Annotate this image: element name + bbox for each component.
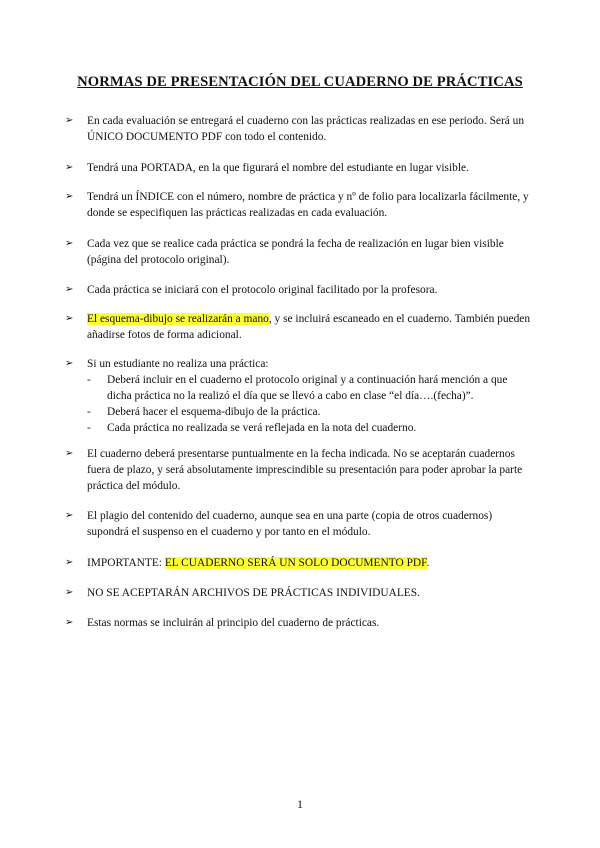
rule-text: Cada práctica se iniciará con el protocolo original facilitado por la profesora. <box>87 284 438 296</box>
rule-item-7 <box>65 356 533 436</box>
sub-item-1 <box>87 372 533 404</box>
rule-text: NO SE ACEPTARÁN ARCHIVOS DE PRÁCTICAS INDIVIDUALES. <box>87 587 420 599</box>
page-title: NORMAS DE PRESENTACIÓN DEL CUADERNO DE PRÁCTICAS <box>77 74 523 90</box>
rule-item-6 <box>65 311 533 343</box>
sub-item-text: Deberá hacer el esquema-dibujo de la práctica. <box>107 406 321 418</box>
arrow-bullet-icon: ➢ <box>65 587 74 598</box>
highlighted-text: EL CUADERNO SERÁ UN SOLO DOCUMENTO PDF <box>164 557 427 569</box>
sub-item-2 <box>87 404 533 420</box>
arrow-bullet-icon: ➢ <box>65 358 74 369</box>
rule-text-suffix: . <box>426 557 430 569</box>
arrow-bullet-icon: ➢ <box>65 510 74 521</box>
rule-text: Tendrá un ÍNDICE con el número, nombre de práctica y nº de folio para localizarla fácilmente, y donde se especifiquen las prácticas realizadas en cada evaluación. <box>87 191 529 219</box>
rule-text: El plagio del contenido del cuaderno, aunque sea en una parte (copia de otros cuadernos) supondrá el suspenso en el cuaderno y por tanto en el módulo. <box>87 510 493 538</box>
sub-item-text: Cada práctica no realizada se verá reflejada en la nota del cuaderno. <box>107 422 417 434</box>
rule-text: En cada evaluación se entregará el cuaderno con las prácticas realizadas en ese periodo. Será un ÚNICO DOCUMENTO PDF con todo el contenido. <box>87 115 525 143</box>
dash-bullet: - <box>87 374 91 386</box>
rule-text: Estas normas se incluirán al principio del cuaderno de prácticas. <box>87 617 380 629</box>
dash-bullet: - <box>87 406 91 418</box>
sub-item-text: Deberá incluir en el cuaderno el protocolo original y a continuación hará mención a que dicha práctica no la realizó el día que se llevó a cabo en clase “el día….(fecha)”. <box>107 374 508 402</box>
rule-item-3 <box>65 189 533 221</box>
rule-item-8 <box>65 446 533 494</box>
dash-bullet: - <box>87 422 91 434</box>
rule-text: , y se incluirá escaneado en el cuaderno. También pueden añadirse fotos de forma adicional. <box>87 313 531 341</box>
rule-item-9 <box>65 508 533 540</box>
rule-item-10 <box>65 555 533 571</box>
rule-item-5 <box>65 282 533 298</box>
arrow-bullet-icon: ➢ <box>65 448 74 459</box>
page-number: 1 <box>297 797 303 811</box>
rule-text: Tendrá una PORTADA, en la que figurará el nombre del estudiante en lugar visible. <box>87 162 469 174</box>
rule-item-12 <box>65 615 533 631</box>
arrow-bullet-icon: ➢ <box>65 162 74 173</box>
rule-text: IMPORTANTE: <box>87 557 165 569</box>
arrow-bullet-icon: ➢ <box>65 115 74 126</box>
arrow-bullet-icon: ➢ <box>65 557 74 568</box>
rule-item-1 <box>65 113 533 145</box>
sub-item-3 <box>87 420 533 436</box>
rule-item-4 <box>65 236 533 268</box>
arrow-bullet-icon: ➢ <box>65 191 74 202</box>
arrow-bullet-icon: ➢ <box>65 617 74 628</box>
rule-item-2 <box>65 160 533 176</box>
arrow-bullet-icon: ➢ <box>65 284 74 295</box>
rule-text: El cuaderno deberá presentarse puntualmente en la fecha indicada. No se aceptarán cuadernos fuera de plazo, y será absolutamente imprescindible su presentación para poder aprobar la parte práctica del módulo. <box>87 448 523 492</box>
highlighted-text: El esquema-dibujo se realizarán a mano <box>87 313 269 325</box>
arrow-bullet-icon: ➢ <box>65 313 74 324</box>
rule-text: Cada vez que se realice cada práctica se pondrá la fecha de realización en lugar bien visible (página del protocolo original). <box>87 238 504 266</box>
rule-text: Si un estudiante no realiza una práctica: <box>87 358 269 370</box>
rule-item-11 <box>65 585 533 601</box>
arrow-bullet-icon: ➢ <box>65 238 74 249</box>
